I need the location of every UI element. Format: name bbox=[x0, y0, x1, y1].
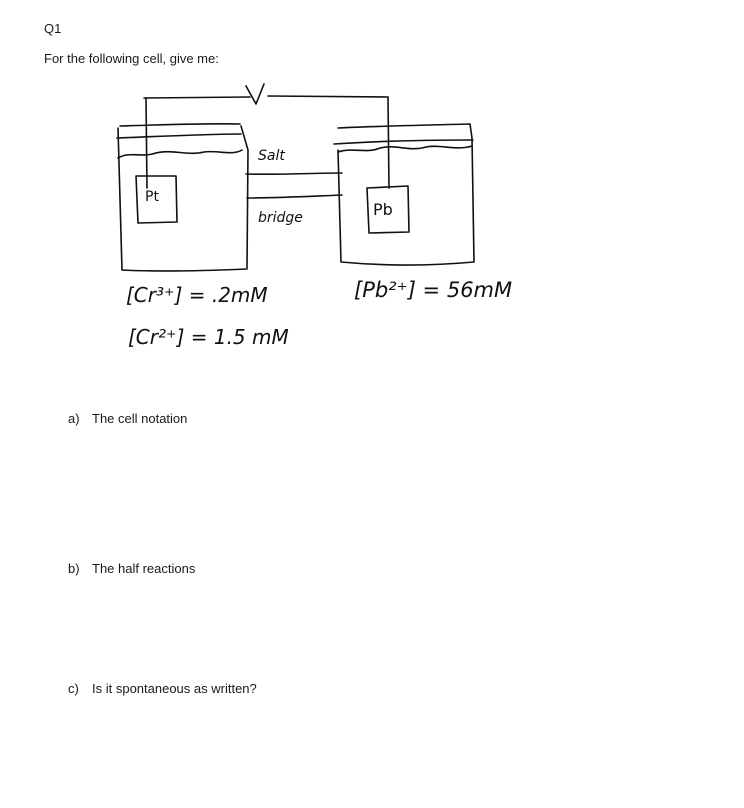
left-solution-surface bbox=[118, 150, 242, 158]
part-c-letter: c) bbox=[68, 681, 79, 696]
pb2-concentration: [Pb²⁺] = 56mM bbox=[354, 278, 513, 302]
salt-bridge-bottom bbox=[247, 195, 342, 198]
part-a-letter: a) bbox=[68, 411, 80, 426]
cr2-concentration: [Cr²⁺] = 1.5 mM bbox=[128, 325, 289, 349]
bridge-label: bridge bbox=[258, 210, 303, 226]
right-solution-surface bbox=[338, 146, 472, 152]
electrochemical-cell-diagram bbox=[0, 0, 744, 400]
left-beaker-rim bbox=[117, 134, 241, 138]
wire-left-vertical bbox=[146, 98, 147, 188]
voltmeter-v-symbol bbox=[246, 84, 264, 104]
question-prompt: For the following cell, give me: bbox=[44, 51, 219, 66]
wire-right-vertical bbox=[388, 97, 389, 188]
wire-top bbox=[144, 96, 388, 98]
right-beaker bbox=[338, 124, 474, 265]
cr3-concentration: [Cr³⁺] = .2mM bbox=[126, 283, 268, 307]
right-beaker-rim bbox=[334, 140, 473, 144]
salt-bridge-top bbox=[246, 173, 342, 174]
question-number: Q1 bbox=[44, 21, 62, 36]
part-b-letter: b) bbox=[68, 561, 80, 576]
part-c bbox=[68, 681, 257, 696]
part-c-text: Is it spontaneous as written? bbox=[92, 681, 257, 696]
pt-label: Pt bbox=[145, 189, 159, 205]
part-a bbox=[68, 411, 187, 426]
part-b-text: The half reactions bbox=[92, 561, 196, 576]
part-b bbox=[68, 561, 195, 576]
salt-label: Salt bbox=[258, 148, 285, 164]
part-a-text: The cell notation bbox=[92, 411, 188, 426]
pb-label: Pb bbox=[373, 200, 393, 219]
